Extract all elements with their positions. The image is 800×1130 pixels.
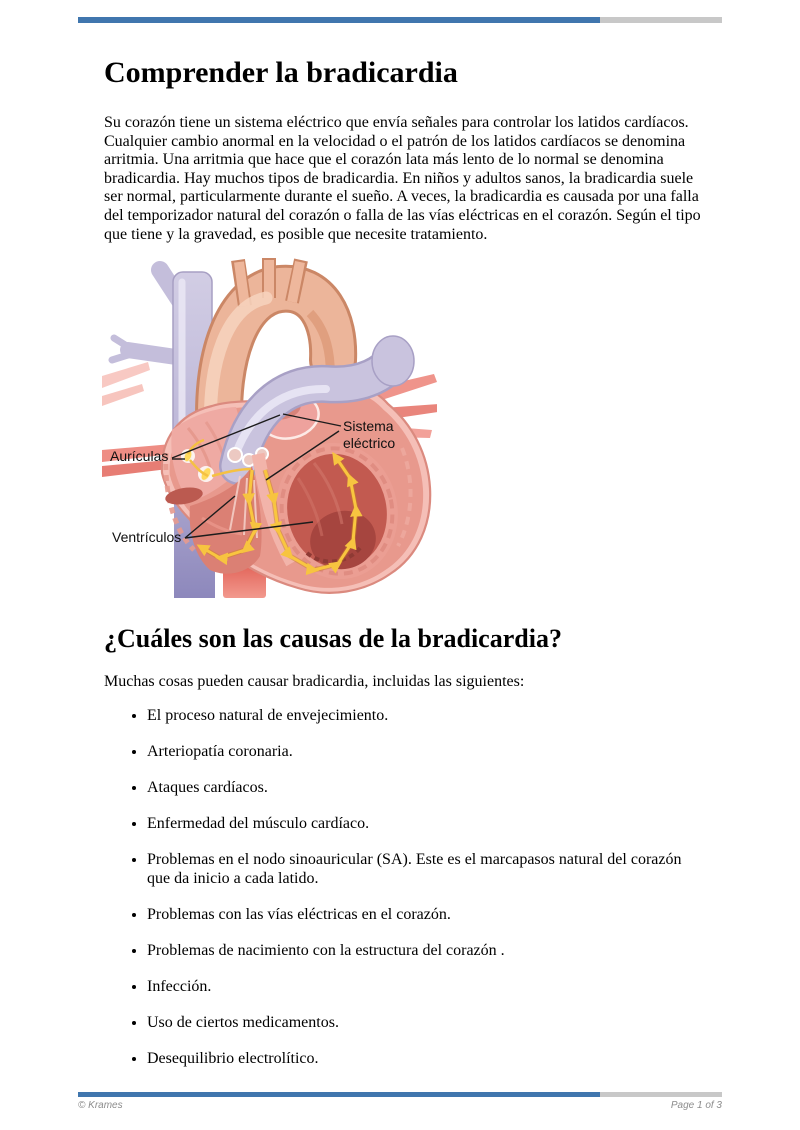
footer-rule (78, 1092, 722, 1097)
intro-paragraph: Su corazón tiene un sistema eléctrico que envía señales para controlar los latidos cardíacos. Cualquier cambio anormal en la velocidad o el patrón de los latidos cardíacos se denomina arritmia. Una arritmia que hace que el corazón lata más lento de lo normal se denomina bradicardia. Hay muchos tipos de bradicardia. En niños y adultos sanos, la bradicardia suele ser normal, particularmente durante el sueño. A veces, la bradicardia es causada por una falla del temporizador natural del corazón o falla de las vías eléctricas en el corazón. Según el tipo que tiene y la gravedad, es posible que necesite tratamiento. (104, 114, 701, 243)
list-item: • Problemas en el nodo sinoauricular (SA). Este es el marcapasos natural del corazón que da inicio a cada latido. (147, 850, 701, 888)
list-item: • Infección. (147, 977, 701, 996)
list-item: • Arteriopatía coronaria. (147, 742, 701, 761)
label-ventricles: Ventrículos (112, 529, 182, 546)
list-item: • Uso de ciertos medicamentos. (147, 1013, 701, 1032)
footer-copyright: © Krames (78, 1100, 123, 1111)
causes-list (104, 706, 701, 1068)
list-item: • Enfermedad del músculo cardíaco. (147, 814, 701, 833)
heart-figure (102, 258, 437, 598)
footer-page-number: Page 1 of 3 (670, 1100, 722, 1111)
page-content (104, 0, 704, 1085)
list-item: • Problemas de nacimiento con la estructura del corazón . (147, 941, 701, 960)
list-item: • El proceso natural de envejecimiento. (147, 706, 701, 725)
list-item: • Ataques cardíacos. (147, 778, 701, 797)
causes-intro: Muchas cosas pueden causar bradicardia, incluidas las siguientes: (104, 673, 525, 691)
footer-rule-gray-segment (600, 1092, 722, 1097)
label-electrical-system: Sistema eléctrico (343, 418, 396, 451)
page-title: Comprender la bradicardia (104, 56, 458, 89)
footer-rule-blue-segment (78, 1092, 600, 1097)
causes-heading: ¿Cuáles son las causas de la bradicardia? (104, 624, 562, 654)
list-item: • Problemas con las vías eléctricas en el corazón. (147, 905, 701, 924)
list-item: • Desequilibrio electrolítico. (147, 1049, 701, 1068)
label-atria: Aurículas (110, 448, 169, 465)
